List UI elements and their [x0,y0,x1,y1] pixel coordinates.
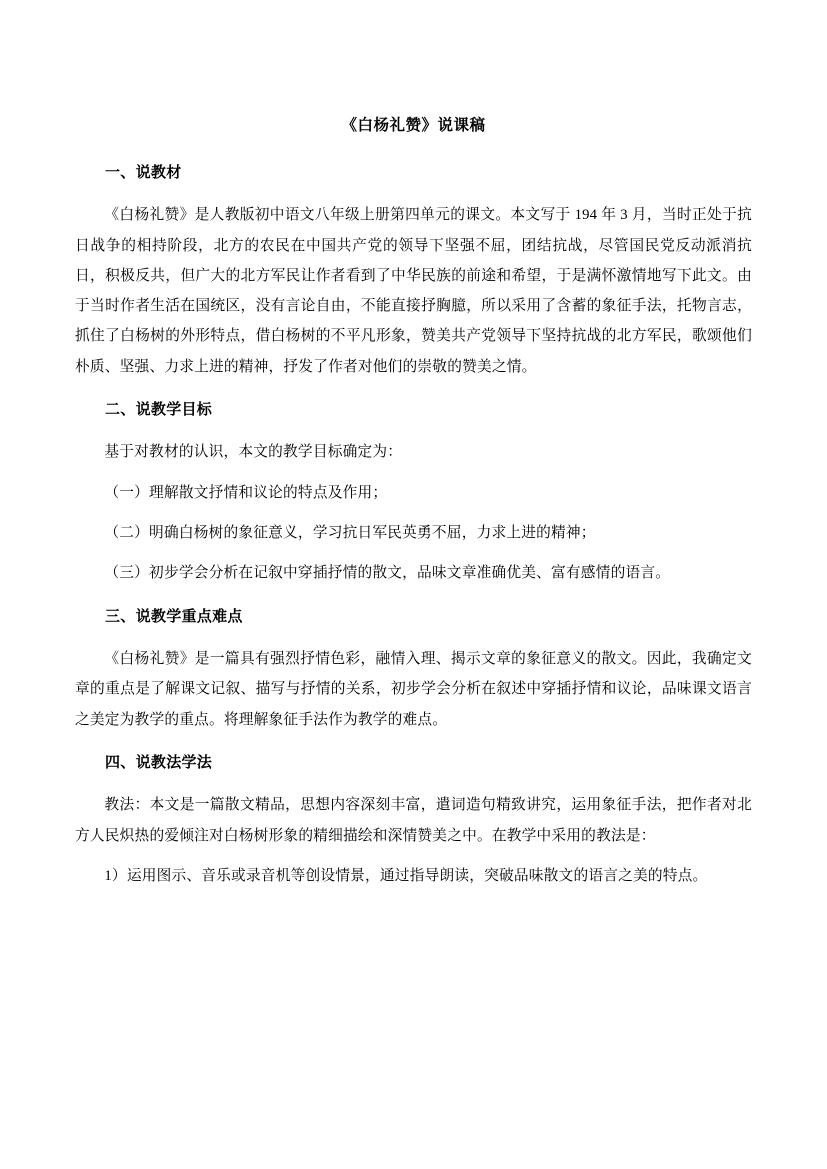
section-jiaoxue-mubiao [75,398,752,589]
paragraph: （三）初步学会分析在记叙中穿插抒情的散文，品味文章准确优美、富有感情的语言。 [104,565,671,582]
section-jiaocai [75,161,752,382]
section-heading: 四、说教法学法 [105,754,213,771]
section-heading: 三、说教学重点难点 [105,608,243,625]
section-jiaofa-xuefa [75,751,752,891]
section-heading: 二、说教学目标 [105,401,213,418]
paragraph: 1）运用图示、音乐或录音机等创设情景，通过指导朗读，突破品味散文的语言之美的特点。 [104,868,708,885]
section-zhongdian-nandian [75,605,752,735]
paragraph: 《白杨礼赞》是一篇具有强烈抒情色彩，融情入理、揭示文章的象征意义的散文。因此，我确定文章的重点是了解课文记叙、描写与抒情的关系，初步学会分析在叙述中穿插抒情和议论，品味课文语言之美定为教学的重点。将理解象征手法作为教学的难点。 [75,651,752,728]
page-title: 《白杨礼赞》说课稿 [341,117,486,134]
paragraph: （二）明确白杨树的象征意义，学习抗日军民英勇不屈，力求上进的精神； [104,525,596,542]
section-heading: 一、说教材 [105,164,182,181]
paragraph: 基于对教材的认识，本文的教学目标确定为： [104,444,403,461]
paragraph: 教法：本文是一篇散文精品，思想内容深刻丰富，遣词造句精致讲究，运用象征手法，把作者对北方人民炽热的爱倾注对白杨树形象的精细描绘和深情赞美之中。在教学中采用的教法是： [75,797,752,844]
paragraph: （一）理解散文抒情和议论的特点及作用； [104,484,388,501]
paragraph: 《白杨礼赞》是人教版初中语文八年级上册第四单元的课文。本文写于 194 年 3 月，当时正处于抗日战争的相持阶段，北方的农民在中国共产党的领导下坚强不屈，团结抗战，尽管国民党反动派消抗日，积极反共，但广大的北方军民让作者看到了中华民族的前途和希望，于是满怀激情地写下此文。由于当时作者生活在国统区，没有言论自由，不能直接抒胸臆，所以采用了含蓄的象征手法，托物言志，抓住了白杨树的外形特点，借白杨树的不平凡形象，赞美共产党领导下坚持抗战的北方军民，歌颂他们朴质、坚强、力求上进的精神，抒发了作者对他们的崇敬的赞美之情。 [75,207,752,375]
